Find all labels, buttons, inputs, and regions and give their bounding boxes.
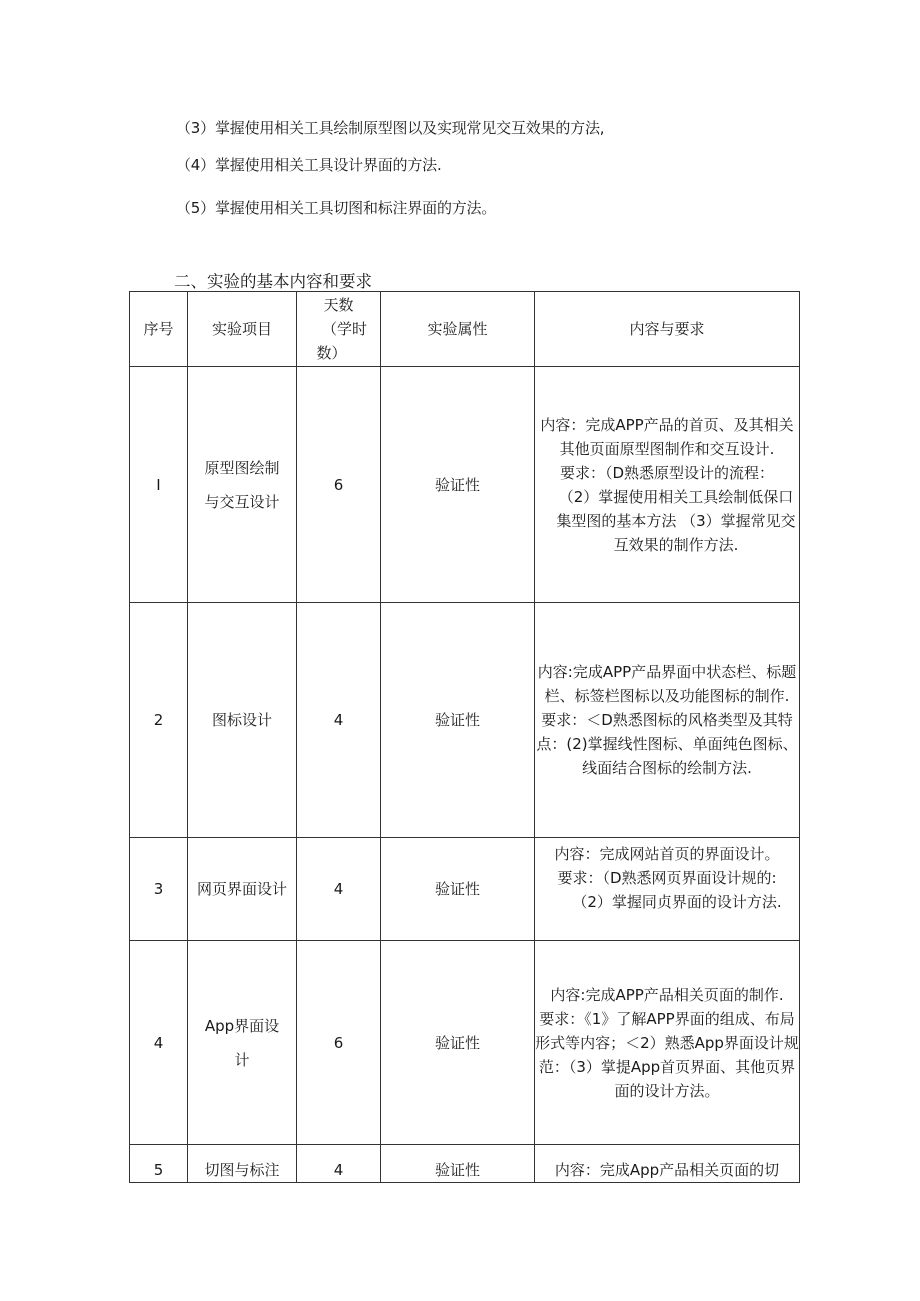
experiment-table — [129, 291, 800, 1183]
row-project-line2: 与交互设计 — [204, 492, 280, 511]
row-project-line1: App界面设 — [204, 1016, 280, 1035]
row-days: 6 — [297, 367, 381, 603]
row-project-line2: 计 — [234, 1050, 250, 1069]
header-project: 实验项目 — [188, 292, 297, 367]
row-content-line: 内容：完成App产品相关页面的切 — [554, 1160, 780, 1179]
row-seq: I — [130, 367, 188, 603]
row-content — [535, 367, 800, 603]
header-attr: 实验属性 — [381, 292, 535, 367]
row-attr: 验证性 — [381, 838, 535, 941]
table-row — [130, 1145, 800, 1183]
row-content — [535, 941, 800, 1145]
objective-5: （5）掌握使用相关工具切图和标注界面的方法。 — [176, 199, 497, 217]
row-seq: 3 — [130, 838, 188, 941]
row-content-line: 要求：《1》了解APP界面的组成、布局形式等内容；＜2）熟悉App界面设计规范：（3）掌提App首页界面、其他页界面的设计方法。 — [535, 1009, 799, 1100]
section-heading: 二、实验的基本内容和要求 — [174, 272, 372, 291]
row-content — [535, 1145, 800, 1183]
row-project — [188, 367, 297, 603]
header-seq: 序号 — [130, 292, 188, 367]
table-row — [130, 367, 800, 603]
row-project-line1: 原型图绘制 — [204, 458, 280, 477]
row-project: 切图与标注 — [188, 1145, 297, 1183]
row-days: 4 — [297, 838, 381, 941]
header-days-line3: 数） — [316, 344, 347, 362]
objective-3: （3）掌握使用相关工具绘制原型图以及实现常见交互效果的方法, — [176, 119, 605, 137]
row-project — [188, 941, 297, 1145]
row-content-line: （2）掌握同贞界面的设计方法. — [572, 893, 782, 911]
row-seq: 4 — [130, 941, 188, 1145]
row-attr: 验证性 — [381, 1145, 535, 1183]
row-attr: 验证性 — [381, 367, 535, 603]
row-project: 图标设计 — [188, 603, 297, 838]
row-days: 4 — [297, 603, 381, 838]
row-content-line: （2）掌握使用相关工具绘制低保口集型图的基本方法 （3）掌握常见交互效果的制作方法. — [556, 487, 796, 554]
table-row — [130, 603, 800, 838]
table-header-row — [130, 292, 800, 367]
row-attr: 验证性 — [381, 603, 535, 838]
row-content-line: 内容：完成网站首页的界面设计。 — [554, 845, 780, 863]
row-content-line: 要求：（D熟悉网页界面设计规的: — [557, 869, 777, 887]
row-attr: 验证性 — [381, 941, 535, 1145]
row-days: 4 — [297, 1145, 381, 1183]
table-row — [130, 838, 800, 941]
row-content-line: 内容:完成APP产品界面中状态栏、标题栏、标签栏图标以及功能图标的制作. — [537, 663, 797, 705]
row-content-line: 内容：完成APP产品的首页、及其相关其他页面原型图制作和交互设计. — [540, 415, 794, 458]
row-content-line: 要求：＜D熟悉图标的风格类型及其特点：(2)掌握线性图标、单面纯色图标、线面结合图标的绘制方法. — [536, 711, 798, 777]
objective-4: （4）掌握使用相关工具设计界面的方法. — [176, 156, 442, 174]
row-seq: 2 — [130, 603, 188, 838]
row-content — [535, 603, 800, 838]
header-content: 内容与要求 — [535, 292, 800, 367]
table-row — [130, 941, 800, 1145]
row-days: 6 — [297, 941, 381, 1145]
row-seq: 5 — [130, 1145, 188, 1183]
header-days-line1: 天数 — [323, 296, 354, 314]
header-days-line2: （学时 — [321, 320, 367, 338]
row-project: 网页界面设计 — [188, 838, 297, 941]
row-content-line: 内容:完成APP产品相关页面的制作. — [550, 985, 784, 1004]
row-content-line: 要求：（D熟悉原型设计的流程： — [559, 463, 775, 482]
row-content — [535, 838, 800, 941]
header-days — [297, 292, 381, 367]
